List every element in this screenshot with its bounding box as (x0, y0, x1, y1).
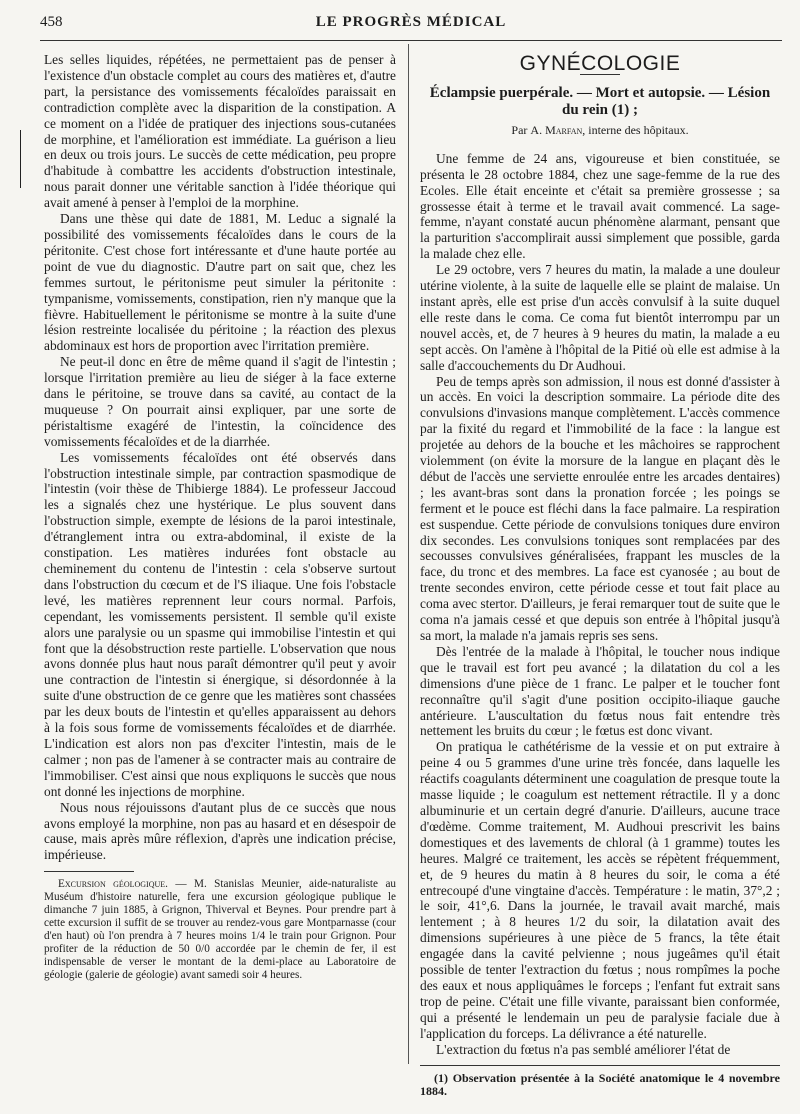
notice-rule (44, 871, 134, 872)
journal-title: LE PROGRÈS MÉDICAL (315, 14, 507, 30)
body-paragraph: Peu de temps après son admission, il nous est donné d'assister à un accès. En voici la description sommaire. La période dite des convulsions d'invasions manque complètement. L'accès commence par la fixité du regard et l'immobilité de la face : la langue est projetée au dehors de la bouche et les mâchoires se rapprochent violemment (on évite la morsure de la langue en plaçant dès le début de l'accès une serviette enroulée entre les arcades dentaires) ; les avant-bras sont dans la pronation forcée ; les poings se ferment et le pouce est fléchi dans la face palmaire. La respiration est suspendue. Cette période de convulsions toniques dure environ dix secondes. Les convulsions toniques sont remplacées par des secousses convulsives généralisées, frappant les muscles de la face, du tronc et des membres. La face est cyanosée ; au bout de trente secondes environ, cette période cesse et tout fait place au coma avec stertor. D'ailleurs, je ferai remarquer tout de suite que le coma n'a jamais cessé et que depuis son entrée à l'hôpital jusqu'à sa mort, la malade n'a jamais repris ses sens. (420, 373, 780, 643)
article-title: Éclampsie puerpérale. — Mort et autopsie. — Lésion du rein (1) ; (429, 84, 771, 118)
body-paragraph: Nous nous réjouissons d'autant plus de ce succès que nous avons employé la morphine, non pas au hasard et en désespoir de cause, mais après mûre réflexion, d'après une indication précise, impérieuse. (44, 799, 396, 863)
margin-mark (20, 130, 21, 188)
section-heading: GYNÉCOLOGIE (519, 52, 681, 75)
byline-prefix: Par (511, 122, 531, 137)
footnote: (1) Observation présentée à la Société anatomique le 4 novembre 1884. (420, 1071, 780, 1099)
body-paragraph: Une femme de 24 ans, vigoureuse et bien constituée, se présenta le 28 octobre 1884, chez une sage-femme de la rue des Ecoles. Elle était enceinte et c'était sa première grossesse ; sa grossesse était à terme et le travail avait commencé. La sage-femme, n'ayant constaté aucun phénomène alarmant, pensant que la parturition s'accomplirait aussi simplement que possible, garda la malade chez elle. (420, 150, 780, 262)
byline-author: A. Marfan (530, 122, 583, 137)
body-paragraph: Dès l'entrée de la malade à l'hôpital, le toucher nous indique que le travail est fort peu avancé ; la dilatation du col a les dimensions d'une pièce de 1 franc. Le palper et le toucher font reconnaître qu'il s'agit d'une position occipito-iliaque gauche antérieure. L'auscultation du fœtus nous fait entendre très nettement les bruits du cœur ; le fœtus est donc vivant. (420, 643, 780, 739)
byline (420, 123, 780, 139)
notice-label: Excursion géologique. (58, 878, 168, 891)
right-column (420, 52, 780, 1098)
page-header (40, 14, 782, 36)
left-column (44, 52, 396, 982)
body-paragraph: Les selles liquides, répétées, ne permettaient pas de penser à l'existence d'un obstacle complet au cours des matières et, d'autre part, la persistance des vomissements fécaloïdes paraissait en contradiction complète avec la disparition de la constipation. A ce moment on a l'idée de pratiquer des injections sous-cutanées de morphine, et l'amélioration est immédiate. La guérison a lieu en deux ou trois jours. Le succès de cette médication, peu propre d'habitude à combattre les accidents d'obstruction intestinale, nous parait donner une véritable sanction à l'idée théorique qui avait amené à penser à l'emploi de la morphine. (44, 52, 396, 211)
excursion-notice (44, 878, 396, 982)
body-paragraph: On pratiqua le cathétérisme de la vessie et on put extraire à peine 4 ou 5 grammes d'une urine très foncée, dans laquelle les réactifs coagulants déterminent une coagulation de presque toute la masse liquide ; le coagulum est nettement rétractile. Il y a donc albuminurie et un certain degré d'anurie. D'ailleurs, aucune trace d'œdème. Comme traitement, M. Audhoui prescrivit les bains domestiques et des lavements de chloral (à 1 gramme) toutes les heures. Malgré ce traitement, les accès se répètent fréquemment, et, de 9 heures du matin à 8 heures du soir, le coma a été entrecoupé d'une vingtaine d'accès. Température : le matin, 37°,2 ; le soir, 41°,6. Dans la journée, le travail avait marché, mais lentement ; à 8 heures 1/2 du soir, la dilatation avait des dimensions supérieures à une pièce de 5 francs, la tête était engagée dans la cavité pelvienne ; nous jugeâmes qu'il était possible de tenter l'extraction du fœtus ; nous rompîmes la poche des eaux et nous appliquâmes le forceps ; l'enfant fut extrait sans trop de peine. C'était une fille vivante, paraissant bien conformée, qui a présenté le lendemain un peu de paralysie faciale due à l'application du forceps. La délivrance a été naturelle. (420, 739, 780, 1041)
body-paragraph: Dans une thèse qui date de 1881, M. Leduc a signalé la possibilité des vomissements fécaloïdes dans le cours de la péritonite. C'est chose fort intéressante et d'une haute portée au point de vue du diagnostic. D'autre part on sait que, chez les femmes surtout, le péritonisme peut simuler la péritonite : tympanisme, vomissements, constipation, rien n'y manque que la fièvre. Habituellement le péritonisme se montre à la suite d'une lésion restreinte localisée du péritoine ; la réaction des plexus abdominaux est hors de proportion avec l'irritation première. (44, 211, 396, 354)
body-paragraph: Ne peut-il donc en être de même quand il s'agit de l'intestin ; lorsque l'irritation première au lieu de siéger à la face externe dans le péritoine, se trouve dans sa cavité, au contact de la muqueuse ? On pourrait ainsi expliquer, par une sorte de péristaltisme exagéré de l'intestin, la coïncidence des vomissements fécaloïdes et de la diarrhée. (44, 354, 396, 449)
byline-suffix: , interne des hôpitaux. (582, 122, 689, 137)
header-rule (40, 40, 782, 41)
body-paragraph: Les vomissements fécaloïdes ont été observés dans l'obstruction intestinale simple, par contraction spasmodique de l'intestin (voir thèse de Thibierge 1884). Le professeur Jaccoud les a signalés chez une hystérique. Le plus souvent dans l'obstruction simple, exempte de lésions de la paroi intestinale, d'étranglement intra ou extra-abdominal, il existe de la constipation. Les matières indurées font obstacle au cheminement du contenu de l'intestin : cela s'observe surtout dans l'obstruction du cœcum et de l'S iliaque. Une fois l'obstacle levé, les matières reprennent leur cours normal. Parfois, cependant, les vomissements persistent. Il semble qu'il existe alors une paralysie ou un spasme qui immobilise l'intestin et qui font que la désobstruction reste partielle. L'observation que nous avons donnée plus haut nous paraît démontrer qu'il peut y avoir une contraction de l'intestin si énergique, si désordonnée à la suite d'une obstruction de ce genre que les matières sont chassées par les deux bouts de l'intestin et qu'elles apparaissent au dehors à la fois sous forme de vomissements fécaloïdes et de diarrhée. L'indication est alors non pas d'exciter l'intestin, mais de le calmer ; non pas de l'amener à se contracter mais au contraire de l'immobiliser. C'est ainsi que nous expliquons le succès que nous ont donné les injections de morphine. (44, 449, 396, 799)
footnote-rule (420, 1065, 780, 1066)
body-paragraph: Le 29 octobre, vers 7 heures du matin, la malade a une douleur utérine violente, à la suite de laquelle elle se plaint de malaise. Un instant après, elle est prise d'un accès convulsif à la suite duquel elle reste dans le coma. Ce coma fut bientôt interrompu par un nouvel accès, et, de 7 heures à 9 heures du matin, la malade a eu sept accès. On l'amène à l'hôpital de la Pitié où elle est admise à la salle d'accouchements du Dr Audhoui. (420, 262, 780, 373)
body-paragraph: L'extraction du fœtus n'a pas semblé améliorer l'état de (436, 1041, 731, 1057)
page-number: 458 (40, 14, 63, 30)
notice-text: — M. Stanislas Meunier, aide-naturaliste au Muséum d'histoire naturelle, fera une excursion géologique publique le dimanche 7 juin 1885, à Grignon, Thiverval et Beynes. Pour prendre part à cette excursion il suffit de se trouver au rendez-vous gare Montparnasse (cour d'en haut) où l'on prendra à 7 heures moins 1/4 le train pour Grignon. Pour profiter de la réduction de 50 0/0 accordée par le chemin de fer, il est indispensable de verser le montant de la demi-place au Laboratoire de géologie (galerie de géologie) avant samedi soir 4 heures. (44, 878, 396, 982)
column-divider (408, 44, 409, 1064)
